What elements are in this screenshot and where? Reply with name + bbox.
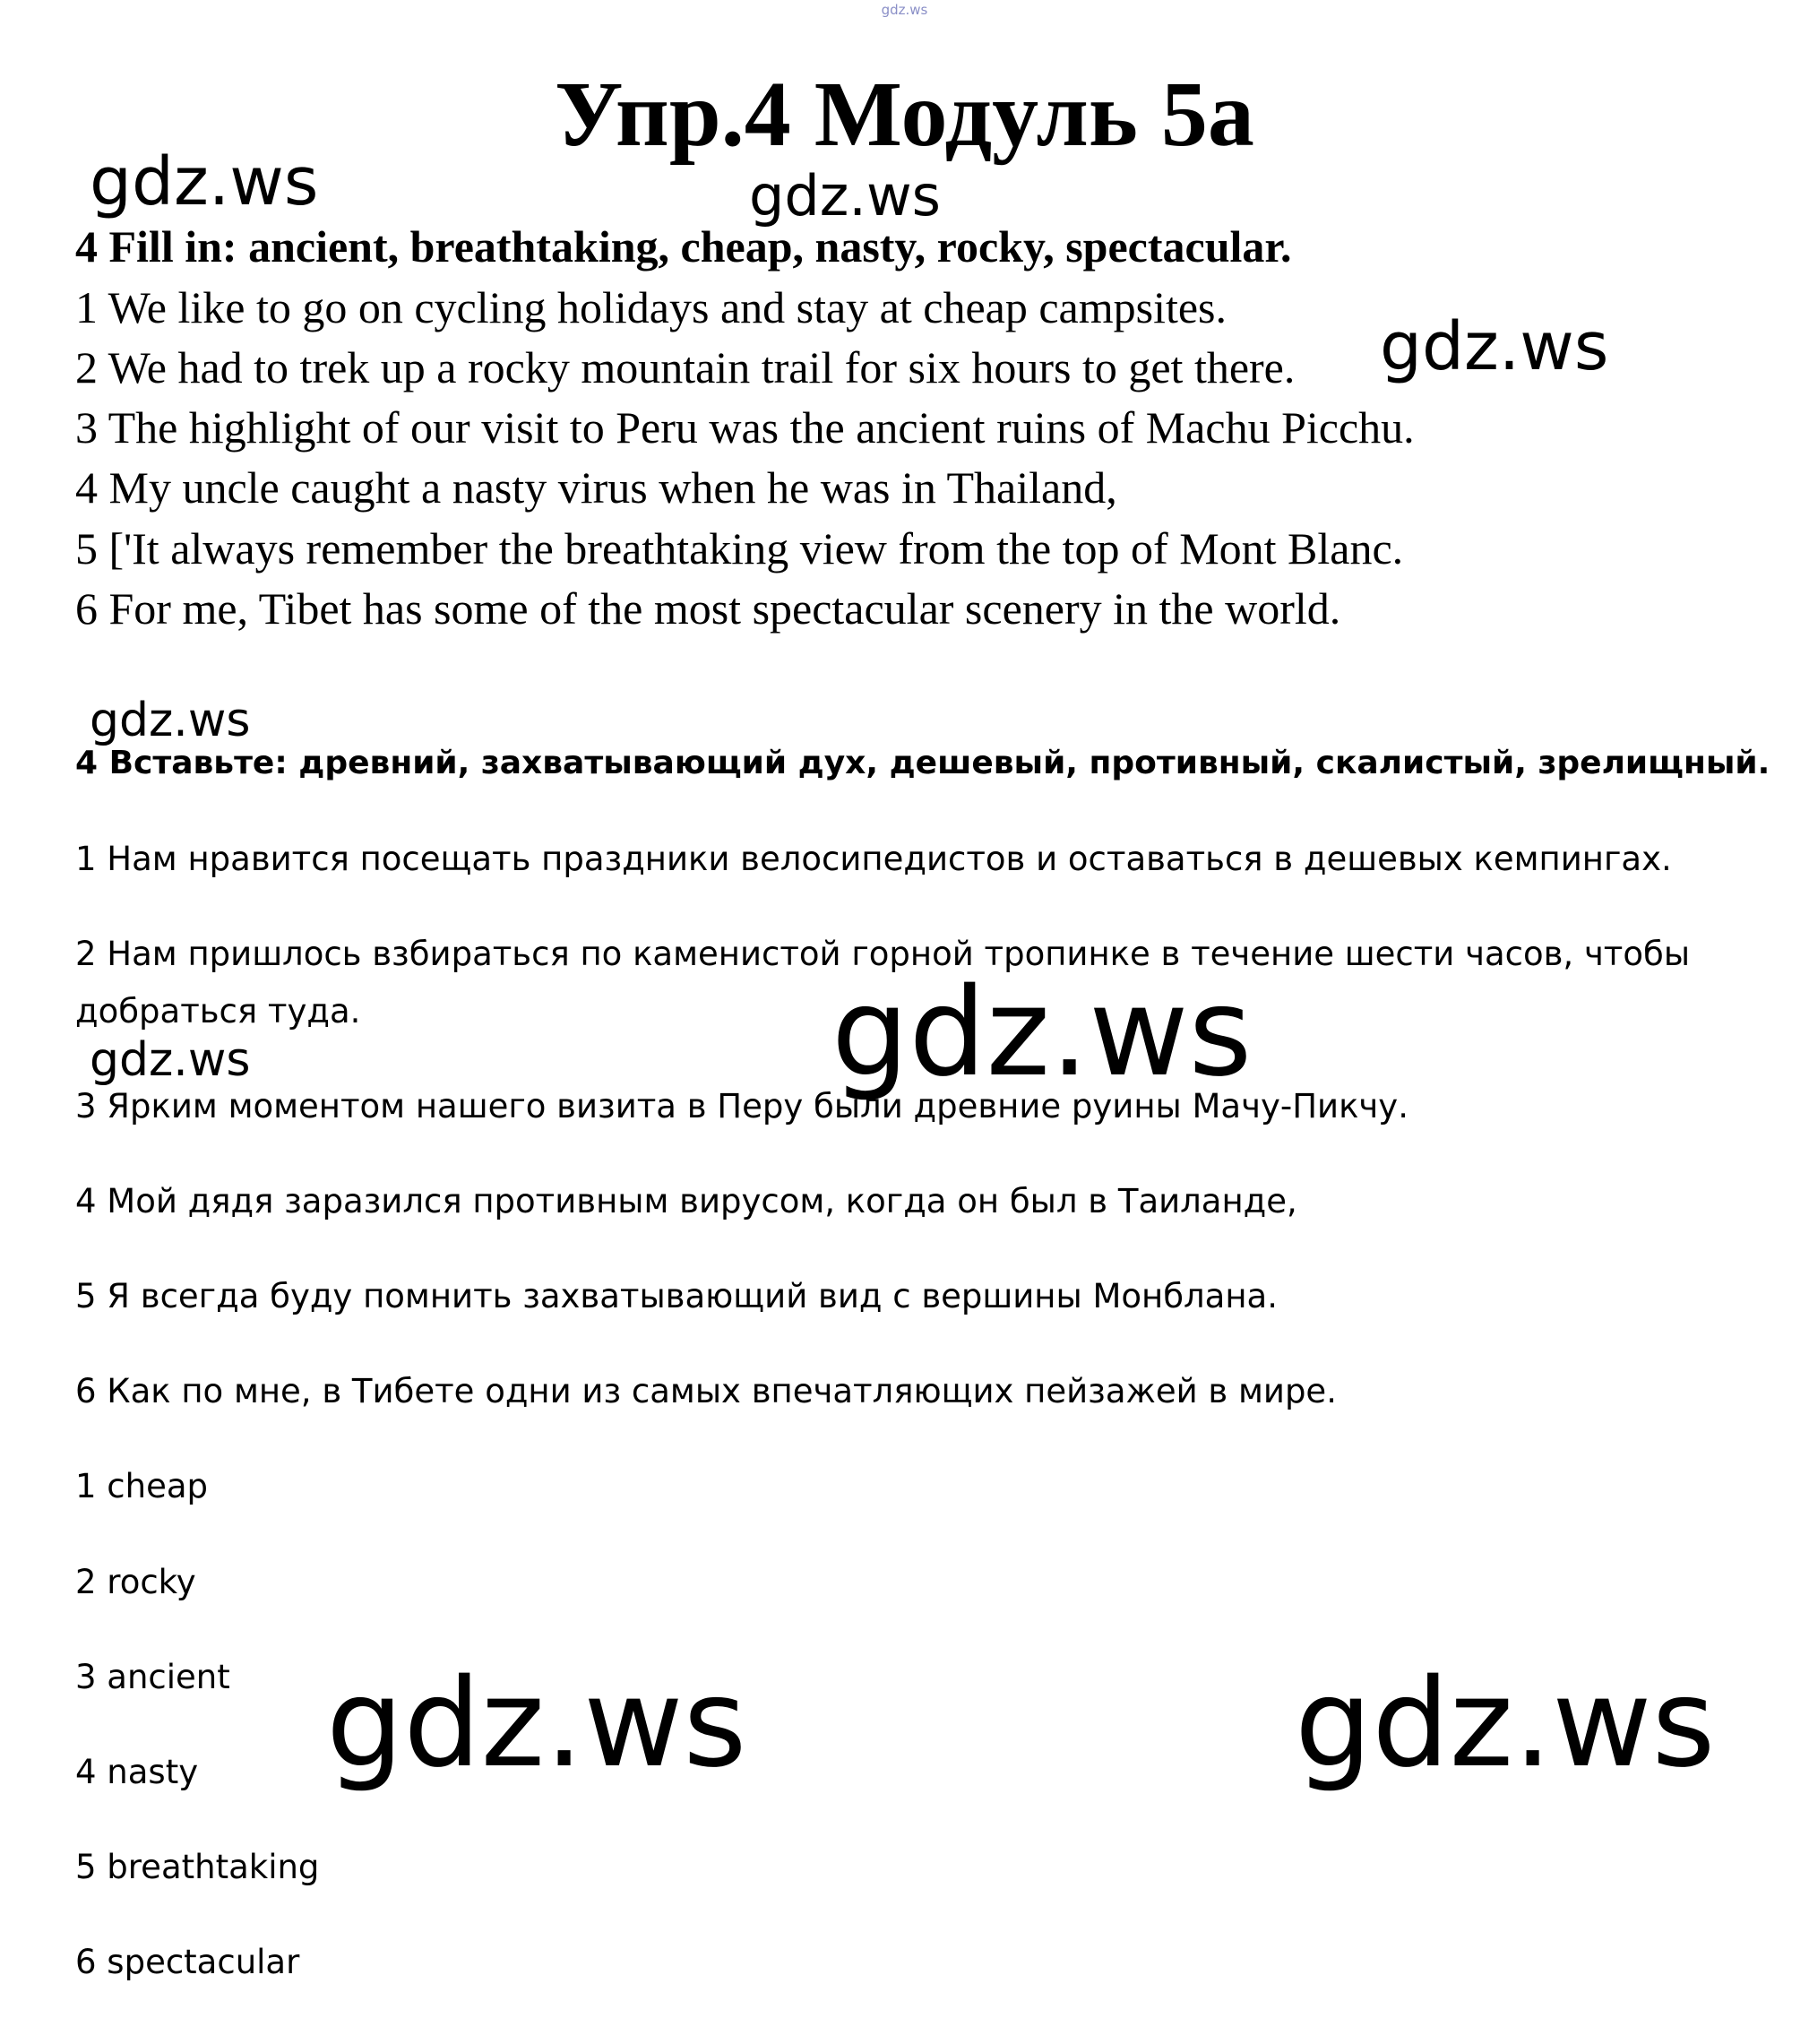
watermark: gdz.ws [831,962,1253,1104]
russian-heading: 4 Вставьте: древний, захватывающий дух, дешевый, противный, скалистый, зрелищный. [75,745,1770,781]
russian-line-2-cont: добраться туда. [75,992,361,1031]
page-title: Упр.4 Модуль 5а [555,63,1254,166]
watermark: gdz.ws [749,163,941,229]
answer-4: 4 nasty [75,1753,199,1791]
russian-line-5: 5 Я всегда буду помнить захватывающий вид с вершины Монблана. [75,1277,1278,1315]
answer-6: 6 spectacular [75,1943,300,1981]
english-line-4: 4 My uncle caught a nasty virus when he was in Thailand, [75,462,1117,513]
answer-1: 1 cheap [75,1467,209,1505]
watermark: gdz.ws [1380,308,1609,385]
russian-line-2: 2 Нам пришлось взбираться по каменистой горной тропинке в течение шести часов, чтобы [75,935,1691,973]
watermark: gdz.ws [326,1653,747,1795]
english-line-3: 3 The highlight of our visit to Peru was the ancient ruins of Machu Picchu. [75,402,1415,453]
english-line-2: 2 We had to trek up a rocky mountain trail for six hours to get there. [75,342,1296,392]
english-line-1: 1 We like to go on cycling holidays and stay at cheap campsites. [75,282,1228,332]
english-line-5: 5 ['It always remember the breathtaking view from the top of Mont Blanc. [75,523,1404,574]
english-line-6: 6 For me, Tibet has some of the most spectacular scenery in the world. [75,583,1341,634]
russian-line-6: 6 Как по мне, в Тибете одни из самых впечатляющих пейзажей в мире. [75,1372,1337,1410]
russian-line-1: 1 Нам нравится посещать праздники велосипедистов и оставаться в дешевых кемпингах. [75,840,1672,878]
top-watermark: gdz.ws [881,2,928,18]
watermark: gdz.ws [90,694,251,747]
russian-line-3: 3 Ярким моментом нашего визита в Перу были древние руины Мачу-Пикчу. [75,1087,1408,1125]
answer-3: 3 ancient [75,1658,230,1696]
russian-line-4: 4 Мой дядя заразился противным вирусом, когда он был в Таиланде, [75,1182,1297,1220]
watermark: gdz.ws [90,1033,251,1087]
answer-2: 2 rocky [75,1563,196,1601]
watermark: gdz.ws [1295,1653,1716,1795]
answer-5: 5 breathtaking [75,1848,320,1886]
watermark: gdz.ws [90,143,319,220]
english-heading: 4 Fill in: ancient, breathtaking, cheap, nasty, rocky, spectacular. [75,221,1292,272]
